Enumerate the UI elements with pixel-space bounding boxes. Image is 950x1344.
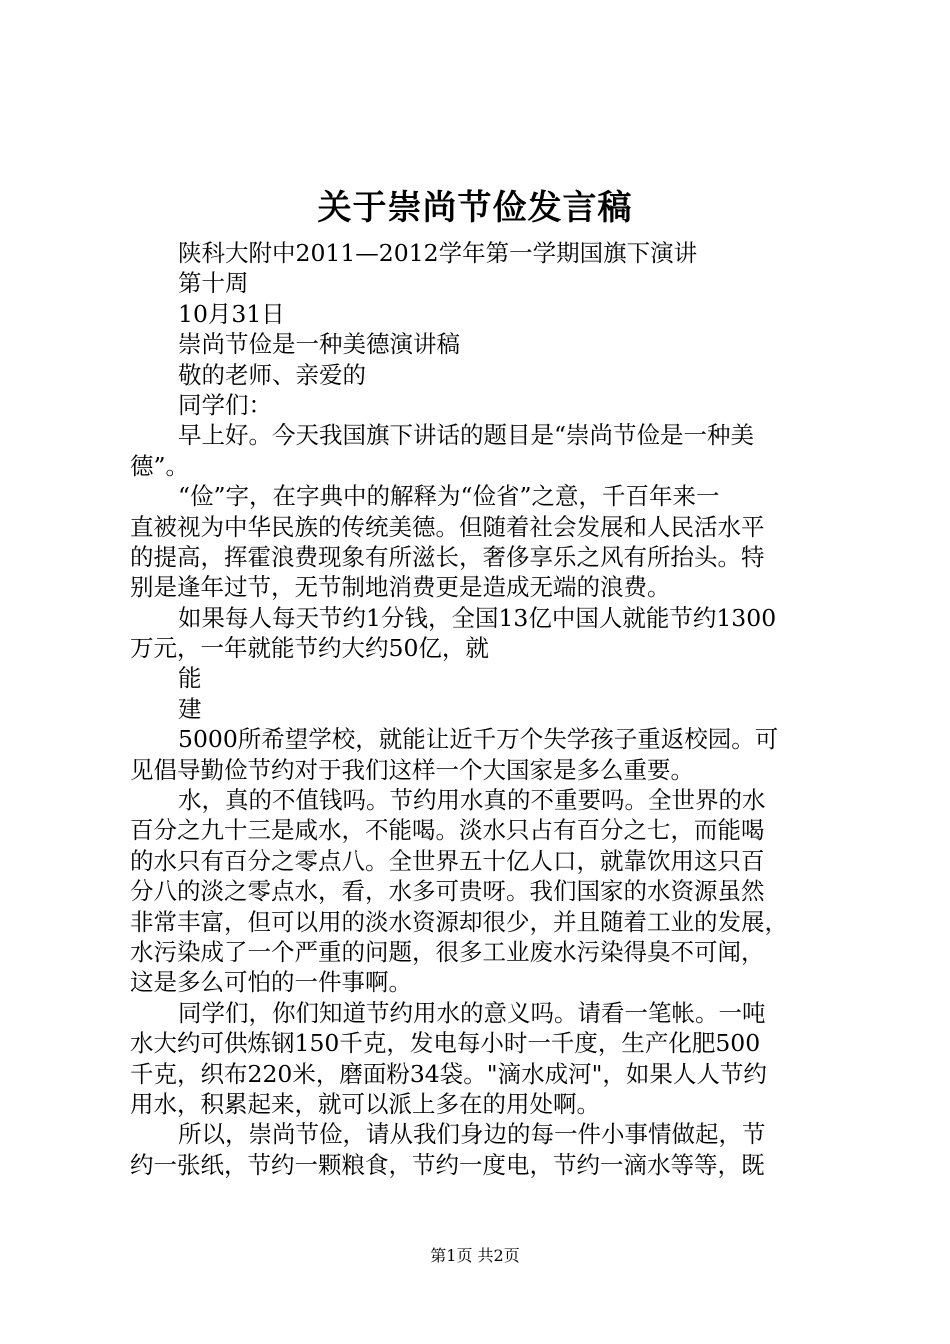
body-line: 如果每人每天节约1分钱，全国13亿中国人就能节约1300 [178, 603, 777, 632]
body-line: 别是逢年过节，无节制地消费更是造成无端的浪费。 [130, 573, 671, 602]
body-line: 10月31日 [178, 299, 285, 328]
body-line: 陕科大附中2011—2012学年第一学期国旗下演讲 [178, 239, 698, 267]
body-line: 非常丰富，但可以用的淡水资源却很少，并且随着工业的发展， [130, 907, 788, 936]
body-line: “俭”字，在字典中的解释为“俭省”之意，千百年来一 [178, 482, 720, 511]
body-line: 第十周 [178, 269, 249, 298]
body-line: 百分之九十三是咸水，不能喝。淡水只占有百分之七，而能喝 [130, 816, 765, 845]
body-line: 崇尚节俭是一种美德演讲稿 [178, 330, 460, 359]
document-body [130, 238, 830, 1180]
body-line: 约一张纸，节约一颗粮食，节约一度电，节约一滴水等等，既 [130, 1150, 765, 1179]
body-line: 早上好。今天我国旗下讲话的题目是“崇尚节俭是一种美 [178, 421, 755, 450]
body-line: 的水只有百分之零点八。全世界五十亿人口，就靠饮用这只百 [130, 846, 765, 875]
body-line: 同学们： [178, 390, 272, 419]
body-line: 的提高，挥霍浪费现象有所滋长，奢侈享乐之风有所抬头。特 [130, 542, 765, 571]
document-title: 关于崇尚节俭发言稿 [317, 188, 633, 228]
body-line: 敬的老师、亲爱的 [178, 360, 366, 389]
body-line: 这是多么可怕的一件事啊。 [130, 968, 412, 997]
body-line: 5000所希望学校，就能让近千万个失学孩子重返校园。可 [178, 725, 779, 754]
body-line: 水，真的不值钱吗。节约用水真的不重要吗。全世界的水 [178, 786, 766, 815]
body-line: 万元，一年就能节约大约50亿，就 [130, 634, 489, 663]
body-line: 能 [178, 664, 202, 693]
body-line: 直被视为中华民族的传统美德。但随着社会发展和人民活水平 [130, 512, 765, 541]
body-line: 水大约可供炼钢150千克，发电每小时一千度，生产化肥500 [130, 1029, 761, 1058]
page-footer: 第1页 共2页 [430, 1246, 520, 1265]
body-line: 水污染成了一个严重的问题，很多工业废水污染得臭不可闻， [130, 937, 765, 966]
body-line: 德”。 [130, 451, 190, 480]
body-line: 所以，崇尚节俭，请从我们身边的每一件小事情做起，节 [178, 1120, 766, 1149]
body-line: 分八的淡之零点水，看，水多可贵呀。我们国家的水资源虽然 [130, 877, 765, 906]
body-line: 千克，织布220米，磨面粉34袋。"滴水成河"，如果人人节约 [130, 1059, 767, 1088]
body-line: 建 [178, 694, 202, 723]
body-line: 用水，积累起来，就可以派上多在的用处啊。 [130, 1089, 600, 1118]
body-line: 见倡导勤俭节约对于我们这样一个大国家是多么重要。 [130, 755, 694, 784]
body-line: 同学们，你们知道节约用水的意义吗。请看一笔帐。一吨 [178, 998, 766, 1027]
